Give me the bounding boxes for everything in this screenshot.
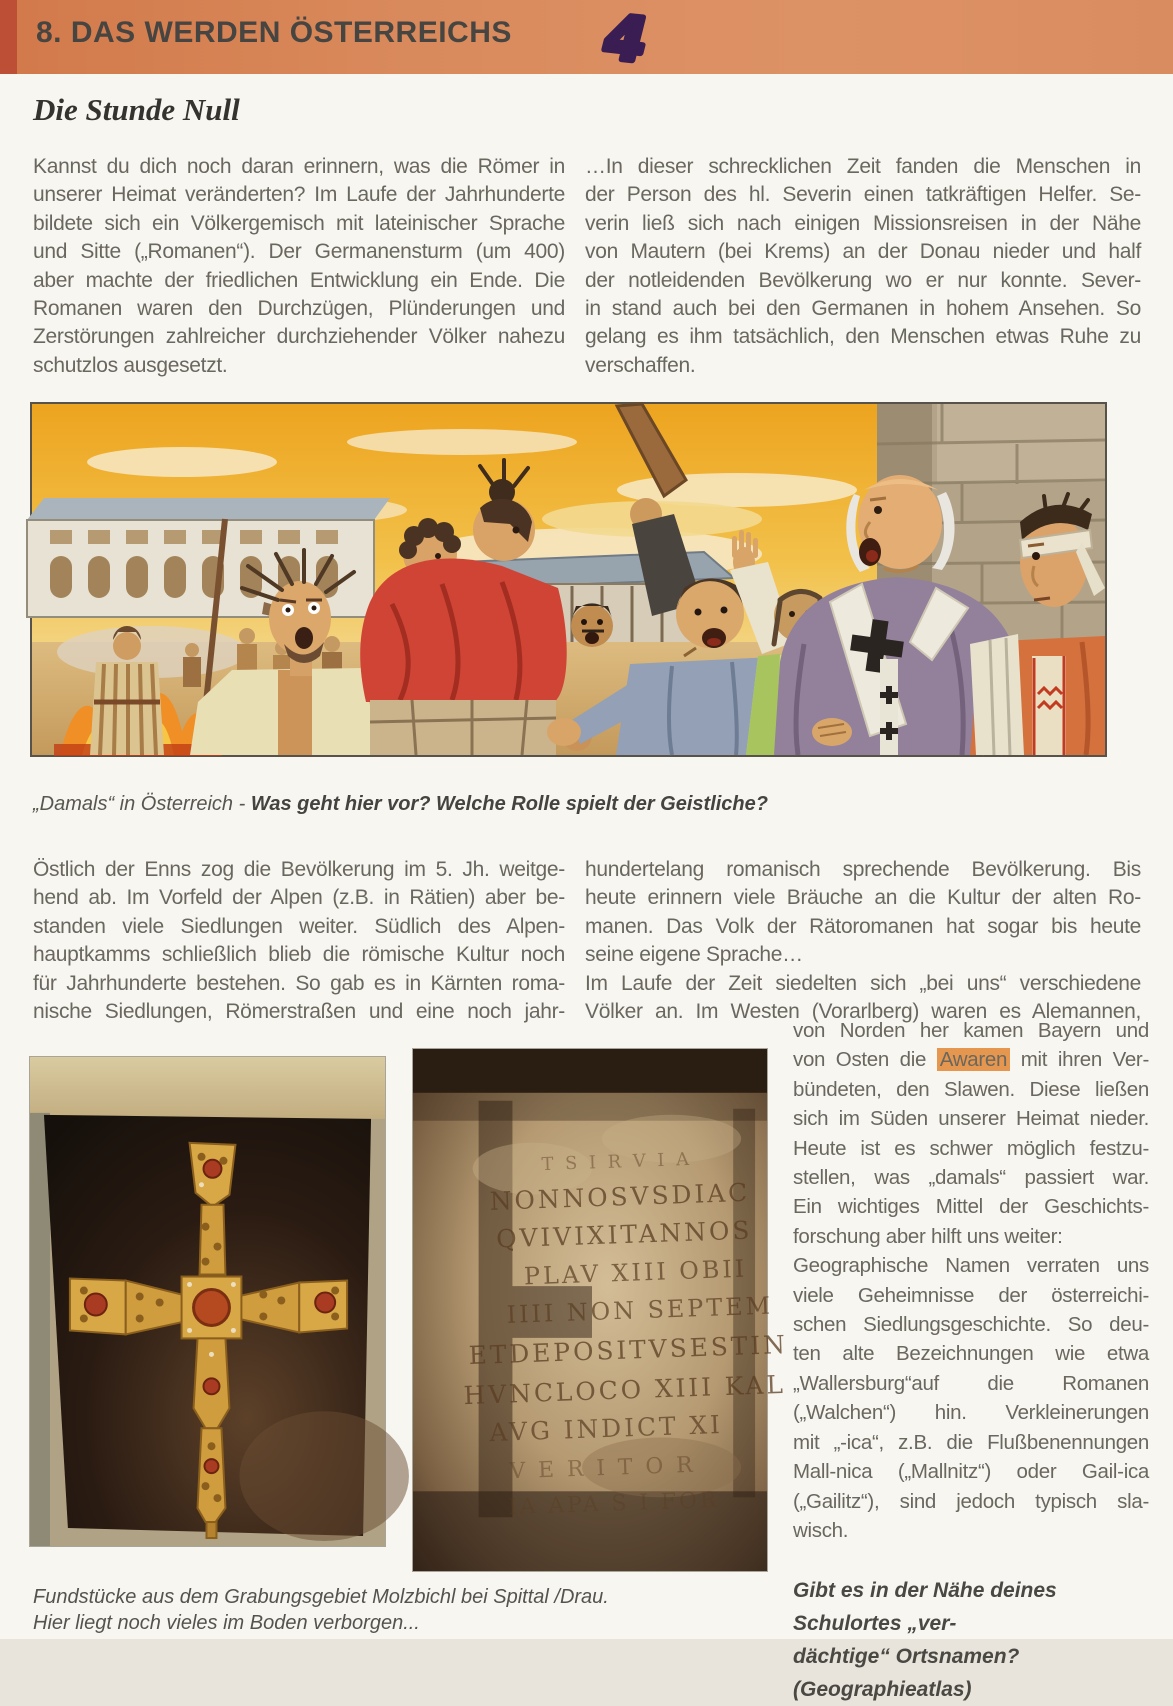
text-line: Gibt es in der Nähe deines Schulortes „ver- [793,1579,1057,1635]
inscription-line: NONNOSVSDIAC [489,1177,751,1216]
inscription-line: ETDEPOSITVSESTIN [468,1329,789,1371]
section-title: Die Stunde Null [33,92,240,127]
text-line: in stand auch bei den Germanen in hohem Ansehen. So [585,297,1141,321]
handwritten-grade-mark-icon [596,2,666,74]
text-line: („Walchen“) hin. Verkleinerungen [793,1401,1149,1425]
text-line: Geographische Namen verraten uns [793,1254,1149,1278]
task-question [793,1574,1163,1706]
header-red-strip [0,0,17,74]
text-line: mit „-ica“, z.B. die Flußbenennungen [793,1430,1149,1454]
cross-artifact-photo [29,1056,386,1547]
text-line: gelang es ihm tatsächlich, den Menschen etwas Ruhe zu [585,325,1141,349]
inscription-line: PLAV XIII OBII [523,1254,748,1291]
paragraph-left-settlements [33,856,565,1026]
text-line: verin ließ sich nach einigen Missionsreisen in der Nähe [585,211,1141,235]
wall-band [30,1057,385,1119]
text-line: forschung aber hilft uns weiter: [793,1224,1063,1248]
illustration-canvas [32,404,1105,755]
text-line: viele Geheimnisse der österreichi- [793,1283,1149,1307]
paragraph-right-peoples [585,856,1141,1026]
text-line: nische Siedlungen, Römerstraßen und eine noch jahr- [33,1000,565,1024]
text-line: hend ab. Im Vorfeld der Alpen (z.B. in Rätien) aber be- [33,886,565,910]
paragraph-right-narrow [793,1016,1149,1545]
text-line: bildete sich ein Völkergemisch mit lateinischer Sprache [33,211,565,235]
text-line: aber machte der friedlichen Entwicklung ein Ende. Die [33,268,565,292]
text-line: und Sitte („Romanen“). Der Germanensturm (um 400) [33,240,565,264]
text-line: ten alte Bezeichnungen wie etwa [793,1342,1149,1366]
text-line: Romanen waren den Durchzügen, Plünderungen und [33,297,565,321]
text-segment: mit ihren Ver- [1010,1048,1149,1072]
text-line: dächtige“ Ortsnamen? (Geographieatlas) [793,1645,1020,1701]
building-left [27,498,390,617]
inscription-stone-photo [412,1048,789,1572]
caption-question: Was geht hier vor? Welche Rolle spielt der Geistliche? [250,793,768,815]
paragraph-left-intro [33,153,565,380]
text-line: Zerstörungen zahlreicher durchziehender Völker nahezu [33,325,565,349]
handwritten-number: 4 [596,3,655,76]
inscription-line: T S I R V I A [541,1148,693,1176]
text-line: von Mautern (bei Krems) an der Donau nieder und half [585,240,1141,264]
text-line: sich im Süden unserer Heimat nieder. [793,1107,1149,1131]
text-line: …In dieser schrecklichen Zeit fanden die Menschen in [585,155,1141,178]
text-line: Ein wichtiges Mittel der Geschichts- [793,1195,1149,1219]
text-line: wisch. [793,1518,849,1542]
finds-caption [33,1584,613,1636]
text-line: unserer Heimat veränderten? Im Laufe der Jahrhunderte [33,183,565,207]
inscription-line: QVIVIXITANNOS [495,1215,753,1254]
text-line: hundertelang romanisch sprechende Bevölkerung. Bis [585,858,1141,881]
chapter-header-band [0,0,1173,74]
text-line [793,1045,1149,1074]
inscription-line: V E R I T O R [509,1452,697,1485]
inscription-line: IA APA S I FOR [507,1487,720,1521]
inscription-line: HVNCLOCO XIII KAL [463,1369,787,1411]
text-line: schen Siedlungsgeschichte. So deu- [793,1313,1149,1337]
text-line: manen. Das Volk der Rätoromanen hat sogar bis heute [585,914,1141,938]
text-line: heute erinnern viele Bräuche an die Kultur der alten Ro- [585,886,1141,910]
text-line: bündeten, den Slawen. Diese ließen [793,1077,1149,1101]
stone-photo-canvas [413,1049,789,1571]
text-segment: von Osten die [793,1048,937,1072]
text-line: hauptkamms schließlich blieb die römische Kultur noch [33,943,565,967]
text-line: Fundstücke aus dem Grabungsgebiet Molzbichl bei Spittal /Drau. [33,1586,609,1608]
text-line: schutzlos ausgesetzt. [33,353,228,377]
text-line: der notleidenden Bevölkerung wo er nur konnte. Sever- [585,268,1141,292]
text-line: stellen, was „damals“ passiert war. [793,1166,1149,1190]
text-line: Mall-nica („Mallnitz“) oder Gail-ica [793,1460,1149,1484]
inscription-line: AVG INDICT XI [488,1409,724,1448]
text-line: Völker an. Im Westen (Vorarlberg) waren es Alemannen, [585,1000,1141,1024]
text-line: Hier liegt noch vieles im Boden verborgen... [33,1612,420,1634]
chapter-title: 8. DAS WERDEN ÖSTERREICHS [36,16,512,49]
text-line: für Jahrhunderte bestehen. So gab es in Kärnten roma- [33,971,565,995]
text-line: standen viele Siedlungen weiter. Südlich des Alpen- [33,914,565,938]
text-line: („Gailitz“), sind jedoch typisch sla- [793,1489,1149,1513]
text-line: verschaffen. [585,353,696,377]
historical-illustration [30,402,1107,757]
illustration-caption [33,793,1133,816]
text-line: Im Laufe der Zeit siedelten sich „bei uns“ verschiedene [585,971,1141,995]
paragraph-right-severin [585,153,1141,380]
text-line: Östlich der Enns zog die Bevölkerung im 5. Jh. weitge- [33,858,565,881]
text-line: von Norden her kamen Bayern und [793,1019,1149,1042]
stone-top-shadow [413,1049,767,1093]
highlight-awaren: Awaren [937,1048,1010,1071]
caption-source: „Damals“ in Österreich - [33,793,251,815]
text-line: „Wallersburg“auf die Romanen [793,1371,1149,1395]
text-line: Kannst du dich noch daran erinnern, was die Römer in [33,155,565,178]
text-line: seine eigene Sprache… [585,943,803,967]
text-line: der Person des hl. Severin einen tatkräftigen Helfer. Se- [585,183,1141,207]
text-line: Heute ist es schwer möglich festzu- [793,1136,1149,1160]
inscription-line: IIII NON SEPTEM [506,1291,774,1329]
cross-photo-canvas [30,1057,385,1546]
